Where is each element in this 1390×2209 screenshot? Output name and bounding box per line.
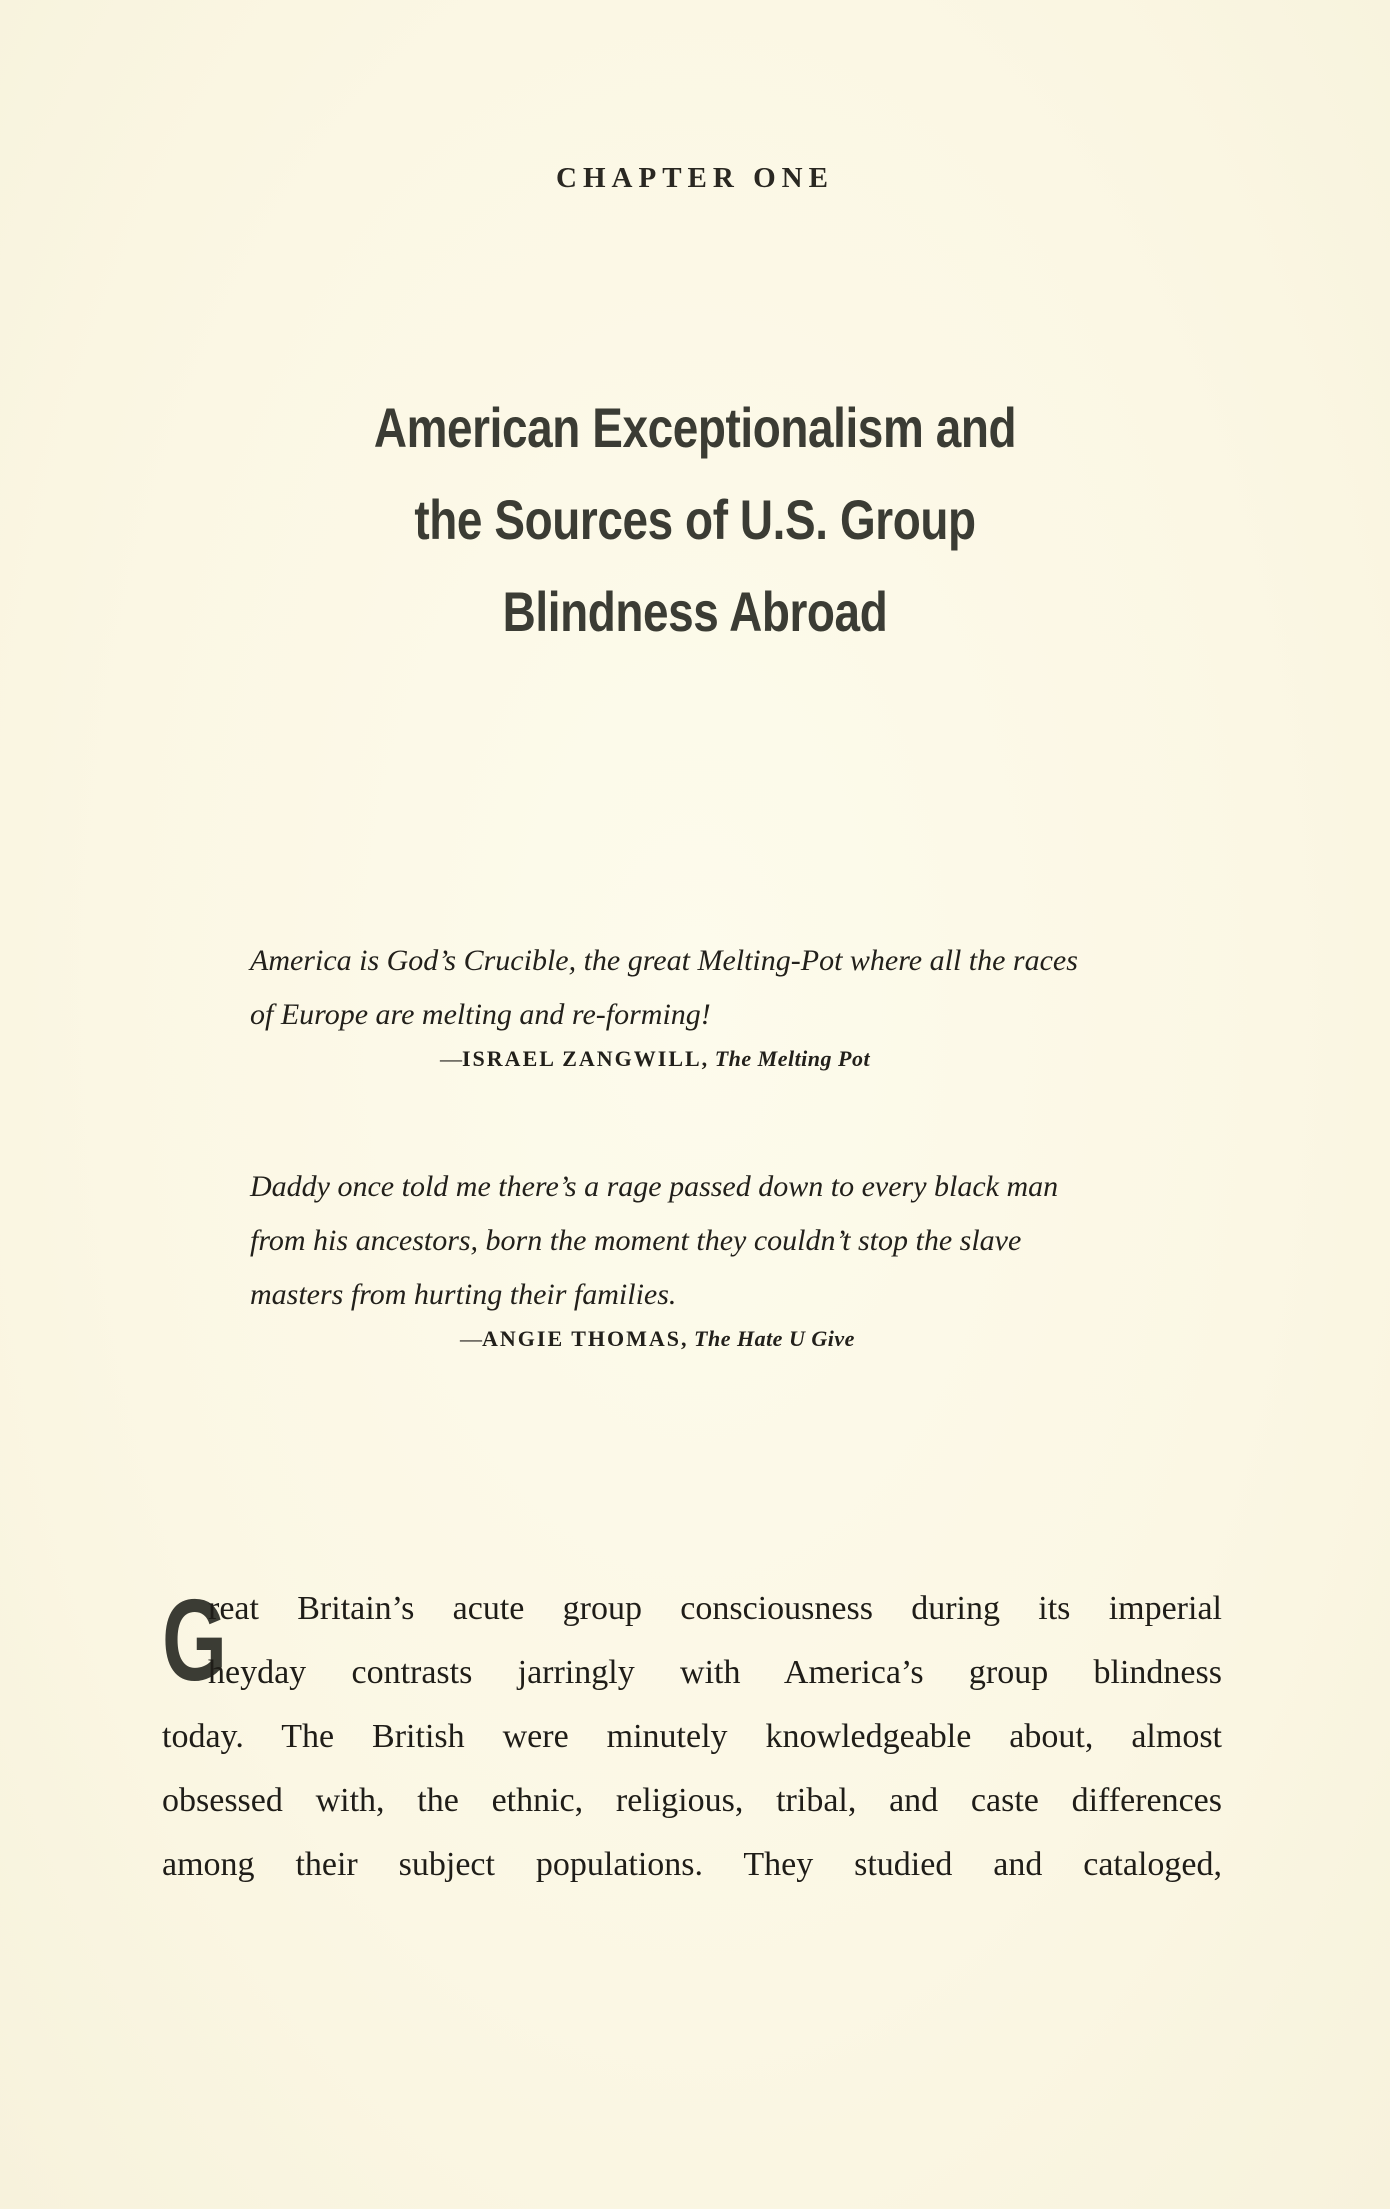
epigraph-quote-line: masters from hurting their families. bbox=[250, 1278, 677, 1311]
drop-cap: G bbox=[162, 1575, 227, 1705]
chapter-label: CHAPTER ONE bbox=[556, 162, 834, 194]
body-line bbox=[162, 1769, 1222, 1833]
body-line bbox=[162, 1705, 1222, 1769]
chapter-title-line: the Sources of U.S. Group bbox=[414, 488, 976, 551]
epigraph-work: The Melting Pot bbox=[714, 1046, 871, 1071]
body-line-text: among their subject populations. They studied and cataloged, bbox=[162, 1846, 1222, 1883]
chapter-title bbox=[200, 382, 1190, 658]
body-line bbox=[162, 1641, 1222, 1705]
epigraph bbox=[250, 934, 1150, 1076]
epigraph-attribution bbox=[250, 1042, 1150, 1076]
attribution-dash: — bbox=[460, 1326, 482, 1351]
epigraph-author: ISRAEL ZANGWILL, bbox=[462, 1046, 710, 1071]
body-line bbox=[162, 1577, 1222, 1641]
attribution-dash: — bbox=[440, 1046, 462, 1071]
body-line-text: today. The British were minutely knowledgeable about, almost bbox=[162, 1718, 1222, 1755]
body-line-text: reat Britain’s acute group consciousness during its imperial bbox=[208, 1590, 1222, 1627]
epigraph-quote-line: Daddy once told me there’s a rage passed down to every black man bbox=[250, 1170, 1059, 1203]
epigraph-quote-line: America is God’s Crucible, the great Melting-Pot where all the races bbox=[250, 944, 1078, 977]
epigraph bbox=[250, 1160, 1150, 1356]
epigraph-author: ANGIE THOMAS, bbox=[482, 1326, 689, 1351]
body-paragraph bbox=[162, 1577, 1222, 1897]
epigraph-work: The Hate U Give bbox=[694, 1326, 855, 1351]
chapter-title-line: Blindness Abroad bbox=[502, 580, 888, 643]
body-line bbox=[162, 1833, 1222, 1897]
epigraph-quote-line: of Europe are melting and re-forming! bbox=[250, 998, 711, 1031]
chapter-title-line: American Exceptionalism and bbox=[373, 396, 1017, 459]
body-line-text: obsessed with, the ethnic, religious, tribal, and caste differences bbox=[162, 1782, 1222, 1819]
epigraph-quote-line: from his ancestors, born the moment they couldn’t stop the slave bbox=[250, 1224, 1022, 1257]
body-line-text: heyday contrasts jarringly with America’s group blindness bbox=[208, 1654, 1222, 1691]
epigraph-attribution bbox=[250, 1322, 1150, 1356]
